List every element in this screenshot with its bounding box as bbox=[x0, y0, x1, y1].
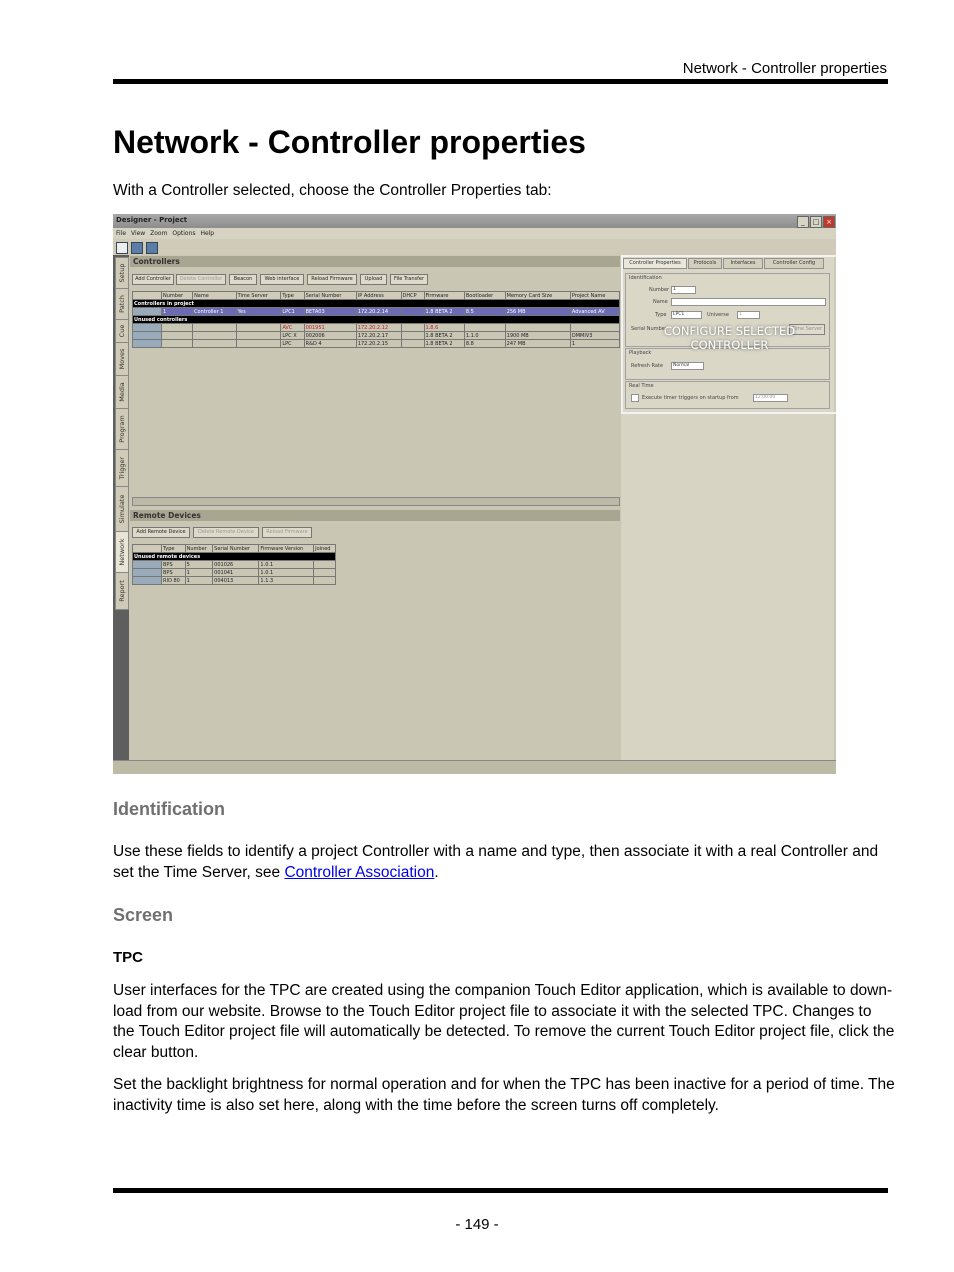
column-header[interactable] bbox=[133, 292, 162, 300]
column-header[interactable]: Bootloader bbox=[464, 292, 505, 300]
name-label: Name bbox=[653, 299, 668, 305]
top-rule bbox=[113, 79, 888, 84]
horizontal-scrollbar[interactable] bbox=[132, 497, 620, 506]
table-row[interactable]: BPS 5 001026 1.0.1 bbox=[133, 561, 336, 569]
tpc-heading: TPC bbox=[113, 949, 143, 966]
running-head: Network - Controller properties bbox=[682, 60, 887, 77]
save-icon[interactable] bbox=[146, 242, 158, 254]
remote-reload-firmware-button[interactable]: Reload Firmware bbox=[262, 527, 312, 538]
column-header[interactable]: Firmware Version bbox=[259, 545, 314, 553]
identification-heading: Identification bbox=[113, 799, 225, 819]
tab-simulate[interactable]: Simulate bbox=[115, 486, 129, 532]
playback-label: Playback bbox=[629, 350, 652, 356]
tab-controller-properties[interactable]: Controller Properties bbox=[623, 258, 687, 269]
table-header-row bbox=[133, 545, 336, 553]
bottom-rule bbox=[113, 1188, 888, 1193]
tab-patch[interactable]: Patch bbox=[115, 288, 129, 320]
column-header[interactable]: Number bbox=[162, 292, 193, 300]
column-header[interactable] bbox=[133, 545, 162, 553]
menu-file[interactable]: File bbox=[116, 230, 127, 237]
type-label: Type bbox=[655, 312, 667, 318]
menu-options[interactable]: Options bbox=[172, 230, 196, 237]
column-header[interactable]: Project Name bbox=[570, 292, 619, 300]
screen-heading: Screen bbox=[113, 905, 174, 925]
web-interface-button[interactable]: Web interface bbox=[260, 274, 304, 285]
table-row[interactable]: RIO 80 1 004013 1.1.3 bbox=[133, 577, 336, 585]
identification-paragraph: Use these fields to identify a project Controller with a name and type, then associate it with a real Controller and set the Time Server, see Controller Association. bbox=[113, 843, 879, 881]
tab-media[interactable]: Media bbox=[115, 375, 129, 409]
refresh-rate-label: Refresh Rate bbox=[631, 363, 663, 369]
beacon-button[interactable]: Beacon bbox=[229, 274, 257, 285]
controller-association-link[interactable]: Controller Association bbox=[284, 863, 435, 881]
tab-moves[interactable]: Moves bbox=[115, 342, 129, 376]
intro-text: With a Controller selected, choose the Controller Properties tab: bbox=[113, 182, 552, 199]
toolbar bbox=[113, 239, 836, 255]
column-header[interactable]: Type bbox=[281, 292, 304, 300]
add-controller-button[interactable]: Add Controller bbox=[132, 274, 174, 285]
minimize-icon[interactable]: _ bbox=[797, 216, 809, 228]
upload-button[interactable]: Upload bbox=[360, 274, 387, 285]
callout-highlight bbox=[621, 255, 836, 414]
page-title: Network - Controller properties bbox=[113, 124, 586, 160]
tpc-paragraph-2: Set the backlight brightness for normal operation and for when the TPC has been inactive for a period of time. The inactivity time is also set here, along with the time before the screen turns off completely. bbox=[113, 1076, 895, 1114]
type-select[interactable]: LPC1 bbox=[671, 311, 702, 319]
tab-interfaces[interactable]: Interfaces bbox=[723, 258, 763, 269]
group-row: Controllers in project bbox=[133, 300, 620, 308]
column-header[interactable]: DHCP bbox=[401, 292, 424, 300]
callout-text: CONFIGURE SELECTED CONTROLLER bbox=[663, 324, 796, 352]
add-remote-device-button[interactable]: Add Remote Device bbox=[132, 527, 190, 538]
window-title: Designer - Project bbox=[116, 216, 188, 224]
reload-firmware-button[interactable]: Reload Firmware bbox=[307, 274, 357, 285]
tab-protocols[interactable]: Protocols bbox=[688, 258, 722, 269]
window-titlebar bbox=[113, 214, 836, 228]
menu-help[interactable]: Help bbox=[200, 230, 215, 237]
execute-label: Execute timer triggers on startup from bbox=[642, 395, 739, 401]
remote-devices-table bbox=[132, 544, 336, 585]
page-number: - 149 - bbox=[455, 1216, 499, 1233]
tab-controller-config[interactable]: Controller Config bbox=[764, 258, 824, 269]
open-icon[interactable] bbox=[131, 242, 143, 254]
column-header[interactable]: Name bbox=[193, 292, 237, 300]
tab-cue[interactable]: Cue bbox=[115, 319, 129, 343]
tpc-paragraph-1: User interfaces for the TPC are created using the companion Touch Editor application, which is available to down-load from our website. Browse to the Touch Editor project file to associate it with the selected TPC. Changes to the Touch Editor project file will automatically be detected. To remove the current Touch Editor project file, click the clear button. bbox=[113, 982, 895, 1061]
column-header[interactable]: Number bbox=[185, 545, 213, 553]
column-header[interactable]: Firmware bbox=[424, 292, 464, 300]
menu-bar bbox=[113, 228, 836, 239]
table-row[interactable]: AVC 001951 172.20.2.12 1.8.6 bbox=[133, 324, 620, 332]
vertical-tab-strip bbox=[113, 255, 129, 765]
status-bar bbox=[113, 760, 836, 774]
time-server-button[interactable]: Time Server bbox=[789, 324, 825, 335]
column-header[interactable]: Joined bbox=[314, 545, 336, 553]
universe-label: Universe bbox=[707, 312, 729, 318]
refresh-rate-select[interactable]: Normal bbox=[671, 362, 704, 370]
tab-setup[interactable]: Setup bbox=[115, 257, 129, 289]
column-header[interactable]: Serial Number bbox=[304, 292, 356, 300]
execute-time-field[interactable]: 12:00:00 bbox=[753, 394, 788, 402]
file-transfer-button[interactable]: File Transfer bbox=[390, 274, 428, 285]
controllers-table bbox=[132, 291, 620, 348]
group-row: Unused remote devices bbox=[133, 553, 336, 561]
column-header[interactable]: IP Address bbox=[356, 292, 401, 300]
table-row[interactable]: 1 Controller 1 Yes LPC1 BETA03 172.20.2.14 1.8 BETA 2 8.5 256 MB Advanced AV bbox=[133, 308, 620, 316]
column-header[interactable]: Time Server bbox=[236, 292, 281, 300]
table-row[interactable]: BPS 1 001041 1.0.1 bbox=[133, 569, 336, 577]
close-icon[interactable]: × bbox=[823, 216, 835, 228]
number-label: Number bbox=[649, 287, 670, 293]
table-row[interactable]: LPC X 002006 172.20.2.17 1.8 BETA 2 1.1.0 1900 MB DMMIV3 bbox=[133, 332, 620, 340]
delete-remote-device-button[interactable]: Delete Remote Device bbox=[193, 527, 259, 538]
real-time-label: Real Time bbox=[629, 383, 654, 389]
tab-network[interactable]: Network bbox=[115, 531, 129, 573]
column-header[interactable]: Serial Number bbox=[213, 545, 259, 553]
remote-devices-panel-title: Remote Devices bbox=[130, 510, 620, 521]
controllers-panel-title: Controllers bbox=[130, 256, 620, 267]
tab-report[interactable]: Report bbox=[115, 572, 129, 610]
delete-controller-button[interactable]: Delete Controller bbox=[176, 274, 226, 285]
tab-program[interactable]: Program bbox=[115, 408, 129, 450]
designer-screenshot bbox=[113, 214, 836, 774]
table-row[interactable]: LPC R&D 4 172.20.2.15 1.8 BETA 2 8.8 247 MB 1 bbox=[133, 340, 620, 348]
universe-select[interactable]: 1 bbox=[737, 311, 760, 319]
new-icon[interactable] bbox=[116, 242, 128, 254]
column-header[interactable]: Type bbox=[162, 545, 186, 553]
identification-label: Identification bbox=[629, 275, 662, 281]
number-field[interactable]: 1 bbox=[671, 286, 696, 294]
menu-zoom[interactable]: Zoom bbox=[150, 230, 168, 237]
menu-view[interactable]: View bbox=[130, 230, 146, 237]
group-row: Unused controllers bbox=[133, 316, 620, 324]
table-header-row bbox=[133, 292, 620, 300]
serial-number-label: Serial Number bbox=[631, 326, 667, 332]
tab-trigger[interactable]: Trigger bbox=[115, 449, 129, 487]
column-header[interactable]: Memory Card Size bbox=[505, 292, 570, 300]
maximize-icon[interactable]: □ bbox=[810, 216, 822, 228]
